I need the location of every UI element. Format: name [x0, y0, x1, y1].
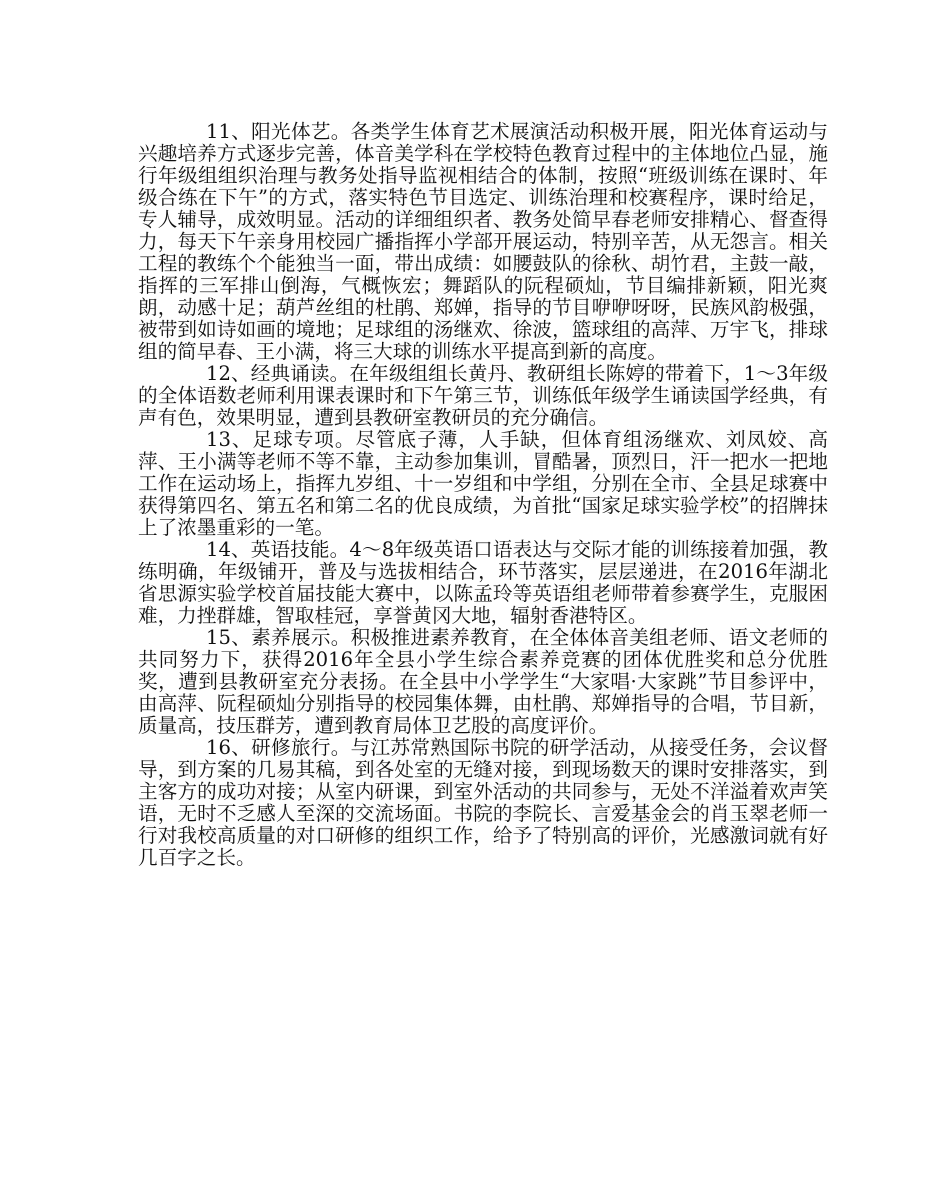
paragraph-15-literacy-showcase: 15、素养展示。积极推进素养教育，在全体体音美组老师、语文老师的共同努力下，获得2016年全县小学生综合素养竞赛的团体优胜奖和总分优胜奖，遭到县教研室充分表扬。在全县中小学学生“大家唱·大家跳”节目参评中，由高萍、阮程硕灿分别指导的校园集体舞，由杜鹃、郑婵指导的合唱，节目新，质量高，技压群芳，遭到教育局体卫艺股的高度评价。: [138, 626, 828, 737]
paragraph-14-english-skills: 14、英语技能。4～8年级英语口语表达与交际才能的训练接着加强，教练明确，年级铺开，普及与选拔相结合，环节落实，层层递进，在2016年湖北省思源实验学校首届技能大赛中，以陈孟玲等英语组老师带着参赛学生，克服困难，力挫群雄，智取桂冠，享誉黄冈大地，辐射香港特区。: [138, 538, 828, 627]
paragraph-16-study-tour: 16、研修旅行。与江苏常熟国际书院的研学活动，从接受任务，会议督导，到方案的几易其稿，到各处室的无缝对接，到现场数天的课时安排落实，到主客方的成功对接；从室内研课，到室外活动的共同参与，无处不洋溢着欢声笑语，无时不乏感人至深的交流场面。书院的李院长、言爱基金会的肖玉翠老师一行对我校高质量的对口研修的组织工作，给予了特别高的评价，光感激词就有好几百字之长。: [138, 736, 828, 869]
document-body: [138, 121, 828, 869]
paragraph-12-classic-reading: 12、经典诵读。在年级组组长黄丹、教研组长陈婷的带着下，1～3年级的全体语数老师利用课表课时和下午第三节，训练低年级学生诵读国学经典，有声有色，效果明显，遭到县教研室教研员的充分确信。: [138, 362, 828, 429]
paragraph-11-sunshine-sports-arts: 11、阳光体艺。各类学生体育艺术展演活动积极开展，阳光体育运动与兴趣培养方式逐步完善，体音美学科在学校特色教育过程中的主体地位凸显，施行年级组组织治理与教务处指导监视相结合的体制，按照“班级训练在课时、年级合练在下午”的方式，落实特色节目选定、训练治理和校赛程序，课时给足，专人辅导，成效明显。活动的详细组织者、教务处简早春老师安排精心、督查得力，每天下午亲身用校园广播指挥小学部开展运动，特别辛苦，从无怨言。相关工程的教练个个能独当一面，带出成绩：如腰鼓队的徐秋、胡竹君，主鼓一敲，指挥的三军排山倒海，气概恢宏；舞蹈队的阮程硕灿，节目编排新颖，阳光爽朗，动感十足；葫芦丝组的杜鹃、郑婵，指导的节目咿咿呀呀，民族风韵极强，被带到如诗如画的境地；足球组的汤继欢、徐波，篮球组的高萍、万宇飞，排球组的简早春、王小满，将三大球的训练水平提高到新的高度。: [138, 120, 828, 363]
paragraph-13-football: 13、足球专项。尽管底子薄，人手缺，但体育组汤继欢、刘凤姣、高萍、王小满等老师不等不靠，主动参加集训，冒酷暑，顶烈日，汗一把水一把地工作在运动场上，指挥九岁组、十一岁组和中学组，分别在全市、全县足球赛中获得第四名、第五名和第二名的优良成绩，为首批“国家足球实验学校”的招牌抹上了浓墨重彩的一笔。: [138, 428, 828, 539]
